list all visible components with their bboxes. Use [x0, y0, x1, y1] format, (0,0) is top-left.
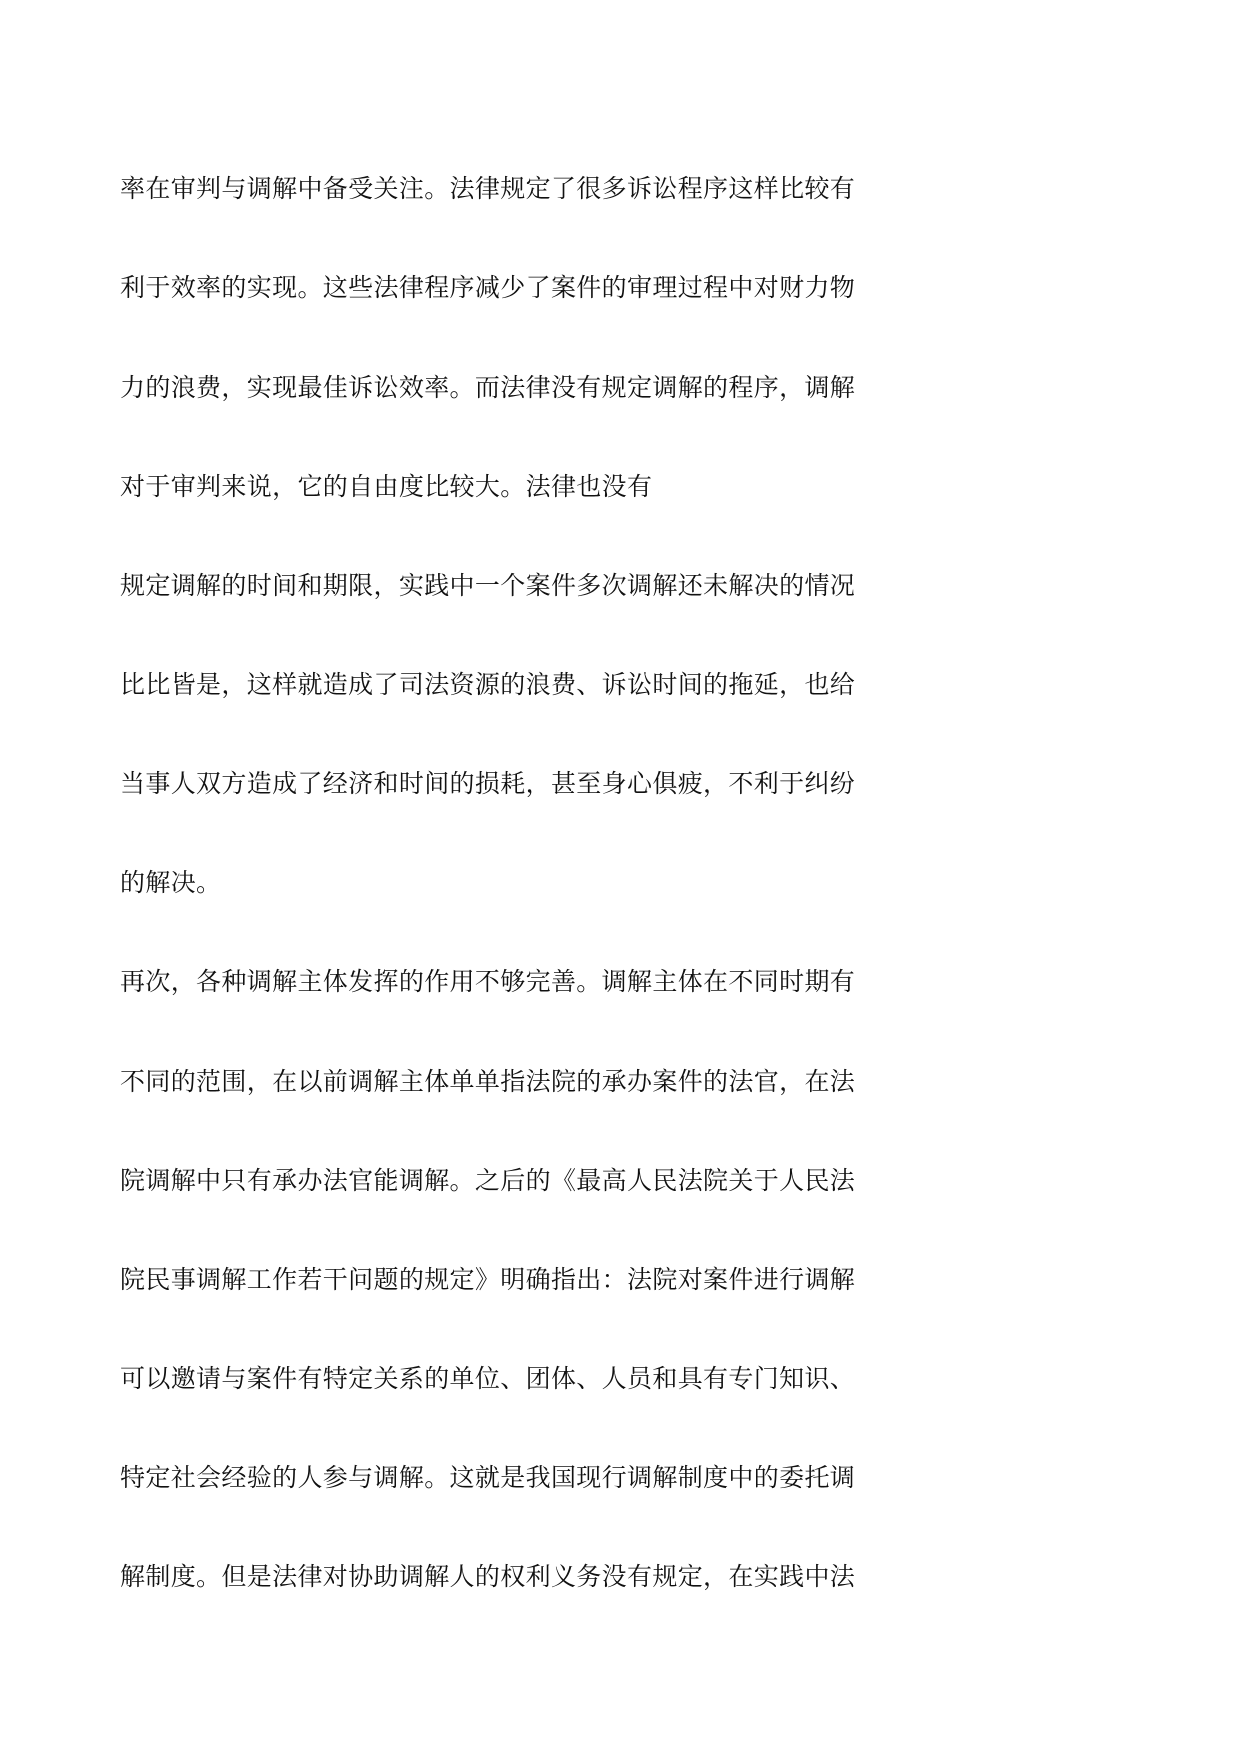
text-line-5: 规定调解的时间和期限，实践中一个案件多次调解还未解决的情况: [120, 571, 856, 600]
text-line-2: 利于效率的实现。这些法律程序减少了案件的审理过程中对财力物: [120, 273, 856, 302]
text-line-15: 解制度。但是法律对协助调解人的权利义务没有规定，在实践中法: [120, 1562, 856, 1591]
text-line-13: 可以邀请与案件有特定关系的单位、团体、人员和具有专门知识、: [120, 1364, 856, 1393]
text-line-8: 的解决。: [120, 868, 222, 897]
text-line-11: 院调解中只有承办法官能调解。之后的《最高人民法院关于人民法: [120, 1166, 856, 1195]
text-line-14: 特定社会经验的人参与调解。这就是我国现行调解制度中的委托调: [120, 1463, 856, 1492]
text-line-4: 对于审判来说，它的自由度比较大。法律也没有: [120, 472, 653, 501]
text-line-10: 不同的范围，在以前调解主体单单指法院的承办案件的法官，在法: [120, 1067, 856, 1096]
text-line-7: 当事人双方造成了经济和时间的损耗，甚至身心俱疲，不利于纠纷: [120, 769, 856, 798]
text-line-3: 力的浪费，实现最佳诉讼效率。而法律没有规定调解的程序，调解: [120, 373, 856, 402]
text-line-9: 再次，各种调解主体发挥的作用不够完善。调解主体在不同时期有: [120, 967, 856, 996]
text-line-12: 院民事调解工作若干问题的规定》明确指出：法院对案件进行调解: [120, 1265, 856, 1294]
text-line-6: 比比皆是，这样就造成了司法资源的浪费、诉讼时间的拖延，也给: [120, 670, 856, 699]
text-line-1: 率在审判与调解中备受关注。法律规定了很多诉讼程序这样比较有: [120, 174, 856, 203]
